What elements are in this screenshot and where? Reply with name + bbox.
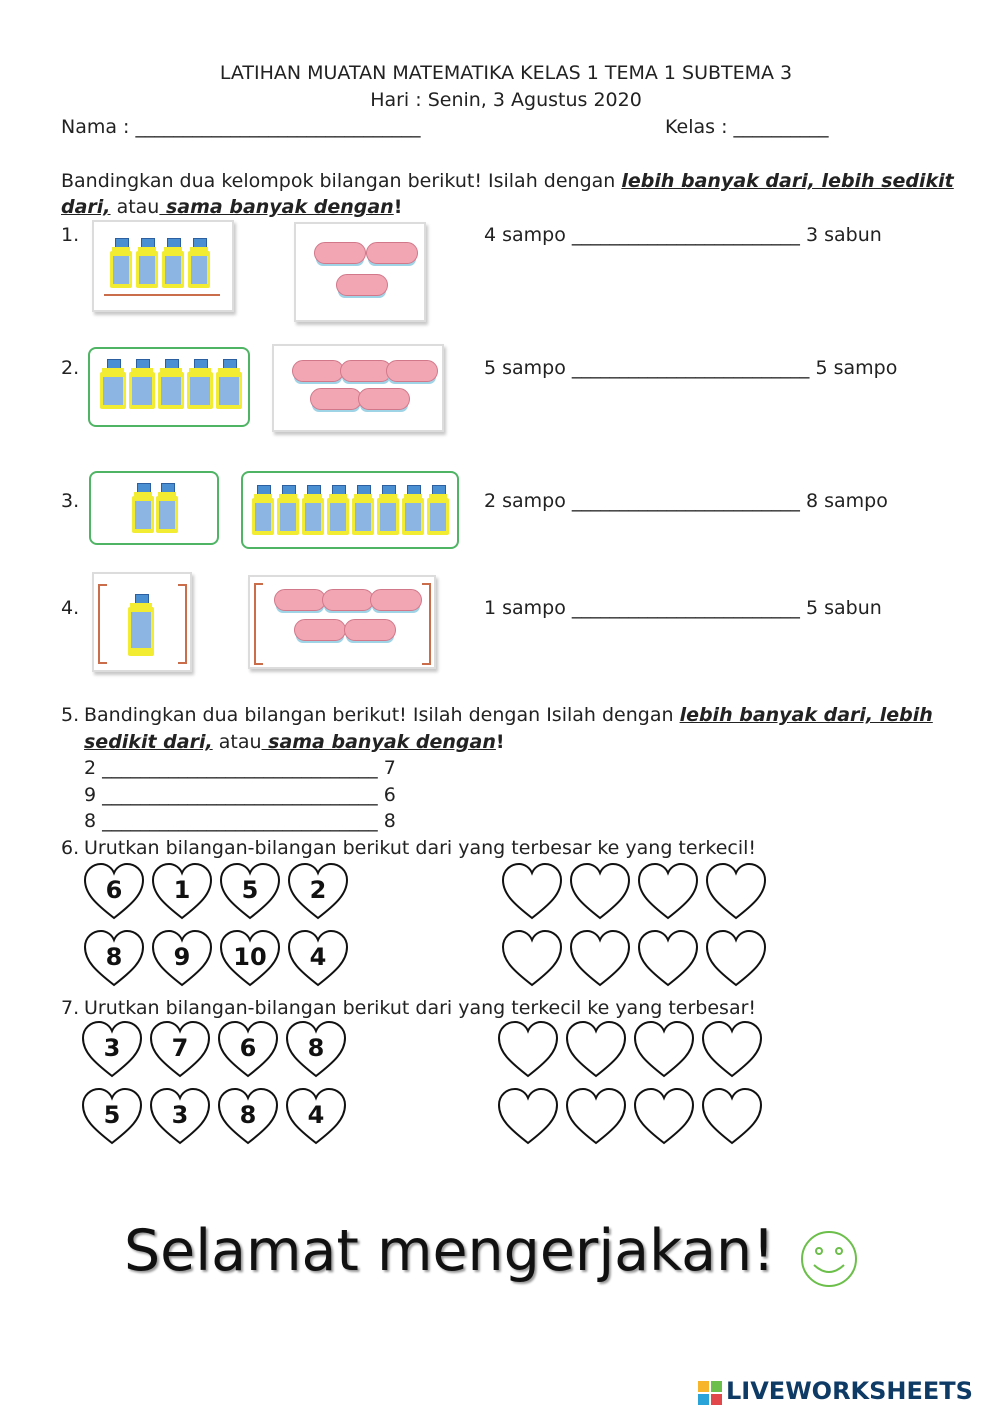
soap-group-5 xyxy=(272,344,444,432)
soap-icon xyxy=(340,360,390,386)
number-heart[interactable] xyxy=(216,1020,280,1080)
liveworksheets-logo-icon xyxy=(698,1381,722,1405)
comparison-2[interactable]: 5 sampo _________________________ 5 sampo xyxy=(484,357,898,379)
shampoo-bottle-icon xyxy=(352,485,374,535)
answer-heart-slot[interactable] xyxy=(704,929,768,989)
q5-row[interactable]: 2 _____________________________ 7 xyxy=(84,757,396,779)
q5-number: 5. xyxy=(61,704,80,726)
number-heart[interactable] xyxy=(82,862,146,922)
shampoo-bottle-icon xyxy=(427,485,449,535)
answer-heart-slot[interactable] xyxy=(496,1087,560,1147)
answer-blank[interactable]: ________________________ xyxy=(571,597,800,619)
q6-number: 6. xyxy=(61,837,80,859)
number-heart[interactable] xyxy=(150,862,214,922)
question-number: 1. xyxy=(61,224,80,246)
heart-number: 10 xyxy=(233,943,267,971)
number-heart[interactable] xyxy=(286,929,350,989)
shampoo-bottle-icon xyxy=(128,594,154,656)
shampoo-bottle-icon xyxy=(277,485,299,535)
answer-heart-slot[interactable] xyxy=(632,1020,696,1080)
answer-blank[interactable]: _____________________________ xyxy=(102,757,378,779)
shampoo-bottle-icon xyxy=(100,359,126,409)
heart-number: 5 xyxy=(241,876,259,904)
shampoo-group-4 xyxy=(92,220,234,312)
name-label: Nama : xyxy=(61,116,136,138)
soap-icon xyxy=(292,360,342,386)
comparison-3[interactable]: 2 sampo ________________________ 8 sampo xyxy=(484,490,888,512)
number-heart[interactable] xyxy=(150,929,214,989)
q7-instruction: Urutkan bilangan-bilangan berikut dari yang terkecil ke yang terbesar! xyxy=(84,997,757,1019)
q5-row[interactable]: 8 _____________________________ 8 xyxy=(84,810,396,832)
comparison-1[interactable]: 4 sampo ________________________ 3 sabun xyxy=(484,224,882,246)
heart-number: 3 xyxy=(103,1034,121,1062)
soap-icon xyxy=(370,589,420,615)
heart-number: 6 xyxy=(239,1034,257,1062)
answer-heart-slot[interactable] xyxy=(568,929,632,989)
name-blank[interactable]: ______________________________ xyxy=(135,116,421,138)
shampoo-group-5 xyxy=(88,347,250,427)
shampoo-group-1 xyxy=(92,572,192,672)
answer-heart-slot[interactable] xyxy=(704,862,768,922)
soap-icon xyxy=(310,388,360,414)
answer-heart-slot[interactable] xyxy=(564,1087,628,1147)
heart-number: 4 xyxy=(307,1101,325,1129)
shampoo-bottle-icon xyxy=(156,483,178,533)
q5-line-2: sedikit dari, atau sama banyak dengan! xyxy=(84,731,505,753)
worksheet-date: Hari : Senin, 3 Agustus 2020 xyxy=(370,89,642,111)
answer-heart-slot[interactable] xyxy=(632,1087,696,1147)
shampoo-bottle-icon xyxy=(136,238,158,288)
shampoo-bottle-icon xyxy=(302,485,324,535)
shampoo-bottle-icon xyxy=(110,238,132,288)
q5-row[interactable]: 9 _____________________________ 6 xyxy=(84,784,396,806)
name-field[interactable] xyxy=(61,116,421,138)
number-heart[interactable] xyxy=(80,1020,144,1080)
q6-instruction: Urutkan bilangan-bilangan berikut dari yang terbesar ke yang terkecil! xyxy=(84,837,757,859)
answer-heart-slot[interactable] xyxy=(636,929,700,989)
heart-number: 6 xyxy=(105,876,123,904)
class-blank[interactable]: __________ xyxy=(733,116,829,138)
shampoo-bottle-icon xyxy=(162,238,184,288)
heart-number: 3 xyxy=(171,1101,189,1129)
instruction-line-1: Bandingkan dua kelompok bilangan berikut! Isilah dengan lebih banyak dari, lebih sedikit xyxy=(61,170,954,192)
question-number: 2. xyxy=(61,357,80,379)
heart-number: 8 xyxy=(307,1034,325,1062)
question-number: 3. xyxy=(61,490,80,512)
answer-heart-slot[interactable] xyxy=(568,862,632,922)
shampoo-bottle-icon xyxy=(252,485,274,535)
comparison-4[interactable]: 1 sampo ________________________ 5 sabun xyxy=(484,597,882,619)
heart-number: 9 xyxy=(173,943,191,971)
answer-heart-slot[interactable] xyxy=(564,1020,628,1080)
shampoo-bottle-icon xyxy=(377,485,399,535)
brand-wordmark: LIVEWORKSHEETS xyxy=(726,1377,973,1405)
question-number: 4. xyxy=(61,597,80,619)
shampoo-bottle-icon xyxy=(132,483,154,533)
shampoo-group-8 xyxy=(241,471,459,549)
soap-icon xyxy=(336,274,386,300)
number-heart[interactable] xyxy=(284,1020,348,1080)
number-heart[interactable] xyxy=(148,1087,212,1147)
soap-icon xyxy=(294,619,344,645)
answer-heart-slot[interactable] xyxy=(700,1020,764,1080)
answer-blank[interactable]: _____________________________ xyxy=(102,784,378,806)
number-heart[interactable] xyxy=(80,1087,144,1147)
shampoo-group-2 xyxy=(89,471,219,545)
shampoo-bottle-icon xyxy=(129,359,155,409)
shampoo-bottle-icon xyxy=(187,359,213,409)
shampoo-bottle-icon xyxy=(216,359,242,409)
soap-group-5 xyxy=(248,575,436,669)
answer-heart-slot[interactable] xyxy=(496,1020,560,1080)
number-heart[interactable] xyxy=(216,1087,280,1147)
q7-number: 7. xyxy=(61,997,80,1019)
number-heart[interactable] xyxy=(82,929,146,989)
answer-heart-slot[interactable] xyxy=(700,1087,764,1147)
number-heart[interactable] xyxy=(218,862,282,922)
shampoo-bottle-icon xyxy=(327,485,349,535)
number-heart[interactable] xyxy=(284,1087,348,1147)
answer-heart-slot[interactable] xyxy=(500,929,564,989)
q5-line-1: Bandingkan dua bilangan berikut! Isilah dengan Isilah dengan lebih banyak dari, lebih xyxy=(84,704,933,726)
soap-icon xyxy=(358,388,408,414)
heart-number: 8 xyxy=(105,943,123,971)
soap-icon xyxy=(386,360,436,386)
shampoo-bottle-icon xyxy=(402,485,424,535)
number-heart[interactable] xyxy=(286,862,350,922)
heart-number: 1 xyxy=(173,876,191,904)
soap-icon xyxy=(344,619,394,645)
shampoo-bottle-icon xyxy=(158,359,184,409)
heart-number: 4 xyxy=(309,943,327,971)
closing-message: Selamat mengerjakan! xyxy=(124,1218,776,1284)
heart-number: 8 xyxy=(239,1101,257,1129)
soap-icon xyxy=(322,589,372,615)
heart-number: 5 xyxy=(103,1101,121,1129)
class-label: Kelas : xyxy=(665,116,734,138)
heart-number: 7 xyxy=(171,1034,189,1062)
soap-group-3 xyxy=(294,222,426,322)
answer-heart-slot[interactable] xyxy=(636,862,700,922)
answer-blank[interactable]: _________________________ xyxy=(571,357,810,379)
soap-icon xyxy=(314,242,364,268)
worksheet-title: LATIHAN MUATAN MATEMATIKA KELAS 1 TEMA 1 SUBTEMA 3 xyxy=(219,62,793,84)
number-heart[interactable] xyxy=(148,1020,212,1080)
soap-icon xyxy=(274,589,324,615)
answer-blank[interactable]: ________________________ xyxy=(571,490,800,512)
heart-number: 2 xyxy=(309,876,327,904)
shampoo-bottle-icon xyxy=(188,238,210,288)
answer-heart-slot[interactable] xyxy=(500,862,564,922)
number-heart[interactable] xyxy=(218,929,282,989)
class-field[interactable] xyxy=(665,116,829,138)
answer-blank[interactable]: _____________________________ xyxy=(102,810,378,832)
instruction-line-2: dari, atau sama banyak dengan! xyxy=(61,196,403,218)
answer-blank[interactable]: ________________________ xyxy=(571,224,800,246)
soap-icon xyxy=(366,242,416,268)
smiley-icon xyxy=(797,1229,861,1289)
